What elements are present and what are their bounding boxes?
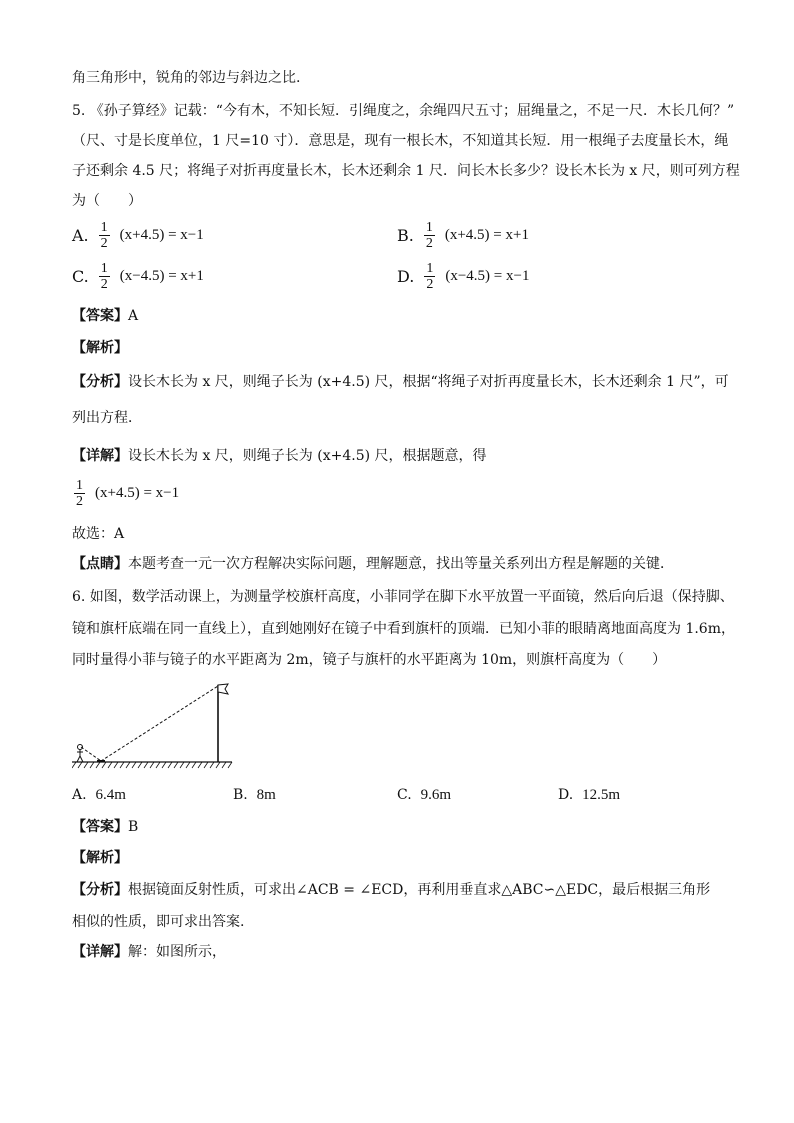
answer-label: 【答案】	[72, 308, 128, 324]
denominator: 2	[100, 236, 108, 251]
q6-fenxi-line-2: 相似的性质，即可求出答案.	[72, 914, 245, 930]
option-letter: C.	[72, 267, 89, 286]
dianjing-label: 【点睛】	[72, 556, 128, 572]
option-expression: (x−4.5) = x−1	[445, 268, 530, 284]
option-letter: D.	[558, 787, 574, 803]
fenxi-text: 设长木长为 x 尺，则绳子长为 (x+4.5) 尺，根据“将绳子对折再度量长木，长木还剩余 1 尺”，可	[128, 374, 729, 390]
ground-hatching	[72, 762, 232, 768]
q6-option-d	[558, 785, 620, 805]
option-text: 12.5m	[582, 787, 621, 803]
denominator: 2	[426, 277, 434, 292]
xiangjie-label: 【详解】	[72, 448, 128, 464]
q6-analysis-heading	[72, 848, 128, 868]
option-letter: A.	[72, 787, 87, 803]
q5-fenxi-line-1	[72, 372, 729, 392]
q5-option-c	[72, 261, 204, 292]
answer-label: 【答案】	[72, 819, 128, 835]
fenxi-label: 【分析】	[72, 374, 128, 390]
answer-value: B	[128, 819, 139, 835]
option-letter: D.	[397, 267, 415, 286]
q6-option-b	[233, 785, 276, 805]
flag	[218, 684, 228, 694]
xiangjie-text: 解：如图所示，	[128, 944, 226, 960]
q5-answer	[72, 306, 138, 326]
q6-stem-line-2: 镜和旗杆底端在同一直线上），直到她刚好在镜子中看到旗杆的顶端．已知小菲的眼睛离地面高度为 1.6m，	[72, 621, 735, 637]
q5-choice: 故选：A	[72, 526, 125, 542]
denominator: 2	[425, 236, 433, 251]
option-expression: (x+4.5) = x−1	[119, 227, 204, 243]
fraction	[424, 261, 435, 292]
q5-dianjing	[72, 554, 674, 574]
option-text: 9.6m	[420, 787, 451, 803]
q5-stem-line-2: （尺、寸是长度单位，1 尺=10 寸）．意思是，现有一根长木，不知道其长短．用一根绳子去度量长木，绳	[72, 133, 729, 149]
q5-option-b	[397, 220, 529, 251]
fraction	[74, 478, 85, 509]
q6-fenxi-line-1	[72, 880, 710, 900]
fraction	[99, 220, 110, 251]
denominator: 2	[76, 494, 83, 509]
q6-stem-line-1: 6. 如图，数学活动课上，为测量学校旗杆高度，小菲同学在脚下水平放置一平面镜，然后向后退（保持脚、	[72, 589, 734, 605]
fraction	[424, 220, 435, 251]
numerator: 1	[425, 220, 433, 235]
q5-equation	[72, 478, 179, 509]
analysis-label: 【解析】	[72, 340, 128, 356]
answer-value: A	[128, 308, 139, 324]
q5-analysis-heading	[72, 338, 128, 358]
q6-option-a	[72, 785, 126, 805]
q5-stem-line-3: 子还剩余 4.5 尺；将绳子对折再度量长木，长木还剩余 1 尺．问长木长多少？设长木长为 x 尺，则可列方程	[72, 163, 740, 179]
denominator: 2	[100, 277, 108, 292]
option-expression: (x−4.5) = x+1	[119, 268, 204, 284]
person-figure	[77, 745, 83, 763]
q5-stem-line-4: 为（ ）	[72, 193, 142, 209]
fraction	[99, 261, 110, 292]
xiangjie-text: 设长木长为 x 尺，则绳子长为 (x+4.5) 尺，根据题意，得	[128, 448, 487, 464]
xiangjie-label: 【详解】	[72, 944, 128, 960]
numerator: 1	[100, 220, 108, 235]
q6-stem-line-3: 同时量得小菲与镜子的水平距离为 2m，镜子与旗杆的水平距离为 10m，则旗杆高度为（ ）	[72, 652, 667, 668]
continuation-text: 角三角形中，锐角的邻边与斜边之比.	[72, 70, 301, 86]
q5-xiangjie	[72, 446, 487, 466]
q5-option-a	[72, 220, 204, 251]
flagpole-diagram	[72, 680, 242, 776]
fenxi-label: 【分析】	[72, 882, 128, 898]
q6-answer	[72, 817, 138, 837]
q6-option-c	[397, 785, 451, 805]
option-letter: C.	[397, 787, 412, 803]
numerator: 1	[426, 261, 434, 276]
q5-option-d	[397, 261, 529, 292]
option-letter: B.	[397, 226, 414, 245]
q5-stem-line-1: 5. 《孙子算经》记载：“今有木，不知长短．引绳度之，余绳四尺五寸；屈绳量之，不足一尺．木长几何？”	[72, 103, 735, 119]
sight-line-eye-to-mirror	[81, 747, 101, 761]
option-expression: (x+4.5) = x+1	[444, 227, 529, 243]
dianjing-text: 本题考查一元一次方程解决实际问题，理解题意，找出等量关系列出方程是解题的关键．	[128, 556, 674, 572]
option-text: 8m	[256, 787, 276, 803]
numerator: 1	[100, 261, 108, 276]
numerator: 1	[76, 478, 83, 493]
option-letter: B.	[233, 787, 248, 803]
option-text: 6.4m	[95, 787, 126, 803]
q5-fenxi-line-2: 列出方程．	[72, 410, 142, 426]
q6-xiangjie	[72, 942, 226, 962]
analysis-label: 【解析】	[72, 850, 128, 866]
option-letter: A.	[72, 226, 89, 245]
fenxi-text: 根据镜面反射性质，可求出∠ACB = ∠ECD，再利用垂直求△ABC∽△EDC，最后根据三角形	[128, 882, 711, 898]
equation-expression: (x+4.5) = x−1	[95, 485, 180, 501]
sight-line-mirror-to-top	[101, 686, 218, 761]
